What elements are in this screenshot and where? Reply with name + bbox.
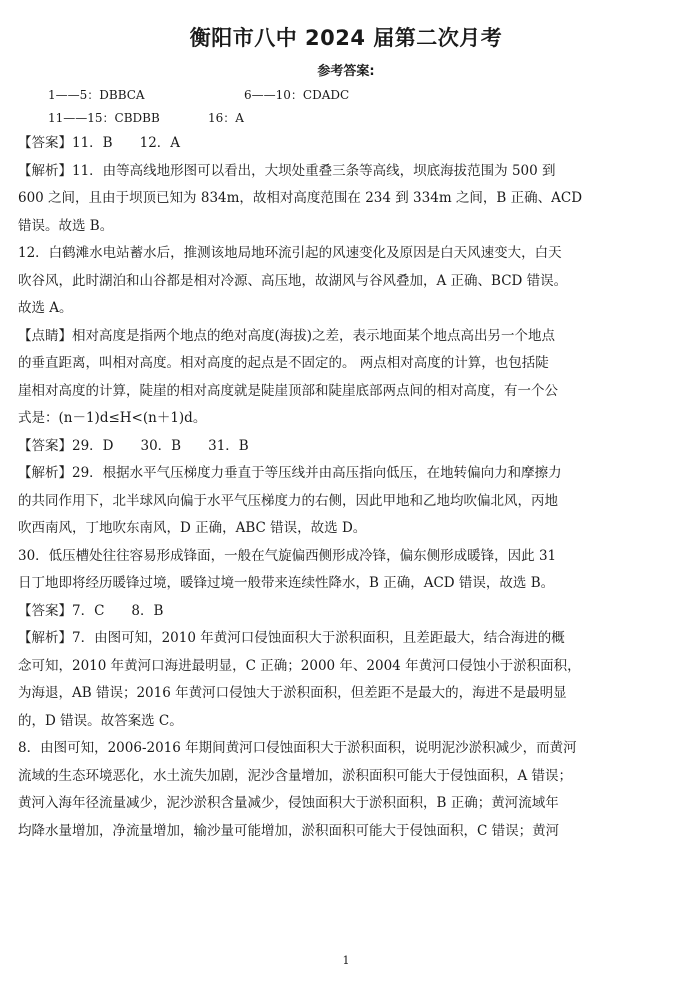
text-line: 【解析】7．由图可知，2010 年黄河口侵蚀面积大于淤积面积，且差距最大，结合海进的概 bbox=[18, 630, 565, 646]
answer-key-row1-right: 6——10：CDADC bbox=[244, 88, 350, 102]
text-line: 错误。故选 B。 bbox=[18, 217, 114, 234]
text-line: 吹西南风，丁地吹东南风，D 正确，ABC 错误，故选 D。 bbox=[18, 520, 367, 536]
text-line: 故选 A。 bbox=[18, 300, 73, 316]
answer-key-row2-right: 16：A bbox=[208, 111, 244, 125]
text-line: 【解析】29．根据水平气压梯度力垂直于等压线并由高压指向低压，在地转偏向力和摩擦力 bbox=[18, 465, 562, 481]
text-line: 的共同作用下，北半球风向偏于水平气压梯度力的右侧，因此甲地和乙地均吹偏北风，丙地 bbox=[18, 492, 558, 509]
text-line: 【答案】7．C 8．B bbox=[18, 602, 164, 619]
answer-key-row2-left: 11——15：CBDBB bbox=[48, 111, 160, 125]
text-line: 的，D 错误。故答案选 C。 bbox=[18, 712, 183, 729]
answer-explanations bbox=[18, 130, 672, 845]
text-line: 日丁地即将经历暖锋过境，暖锋过境一般带来连续性降水，B 正确，ACD 错误，故选 B。 bbox=[18, 575, 555, 591]
text-line: 8．由图可知，2006-2016 年期间黄河口侵蚀面积大于淤积面积，说明泥沙淤积减少，而黄河 bbox=[18, 740, 577, 756]
page-number: 1 bbox=[342, 954, 350, 967]
text-line: 为海退，AB 错误；2016 年黄河口侵蚀大于淤积面积，但差距不是最大的，海进不是最明显 bbox=[18, 685, 567, 701]
text-line: 【点睛】相对高度是指两个地点的绝对高度(海拔)之差，表示地面某个地点高出另一个地点 bbox=[18, 327, 556, 344]
text-line: 崖相对高度的计算，陡崖的相对高度就是陡崖顶部和陡崖底部两点间的相对高度，有一个公 bbox=[18, 382, 558, 399]
document-title: 衡阳市八中 2024 届第二次月考 bbox=[189, 26, 503, 50]
text-line: 吹谷风，此时湖泊和山谷都是相对冷源、高压地，故湖风与谷风叠加，A 正确、BCD 错误。 bbox=[18, 272, 568, 289]
text-line: 12．白鹤滩水电站蓄水后，推测该地局地环流引起的风速变化及原因是白天风速变大，白天 bbox=[18, 245, 562, 261]
text-line: 【答案】11．B 12．A bbox=[18, 135, 181, 151]
text-line: 均降水量增加，净流量增加，输沙量可能增加，淤积面积可能大于侵蚀面积，C 错误；黄河 bbox=[18, 822, 560, 839]
text-line: 流域的生态环境恶化，水土流失加剧，泥沙含量增加，淤积面积可能大于侵蚀面积，A 错误； bbox=[18, 767, 573, 784]
answer-key-heading: 参考答案: bbox=[317, 64, 375, 79]
text-line: 30．低压槽处往往容易形成锋面，一般在气旋偏西侧形成冷锋，偏东侧形成暖锋，因此 31 bbox=[18, 547, 557, 564]
text-line: 600 之间，且由于坝顶已知为 834m，故相对高度范围在 234 到 334m 之间，B 正确、ACD bbox=[18, 190, 583, 206]
text-line: 黄河入海年径流量减少，泥沙淤积含量减少，侵蚀面积大于淤积面积，B 正确；黄河流域年 bbox=[18, 795, 559, 811]
text-line: 念可知，2010 年黄河口海进最明显，C 正确；2000 年、2004 年黄河口侵蚀小于淤积面积， bbox=[18, 657, 581, 674]
text-line: 【解析】11．由等高线地形图可以看出，大坝处重叠三条等高线，坝底海拔范围为 500 到 bbox=[18, 162, 556, 179]
text-line: 式是：(n－1)d≤H<(n＋1)d。 bbox=[18, 410, 207, 426]
answer-key-row1-left: 1——5：DBBCA bbox=[48, 88, 145, 102]
text-line: 的垂直距离，叫相对高度。相对高度的起点是不固定的。 两点相对高度的计算，也包括陡 bbox=[18, 355, 549, 371]
text-line: 【答案】29．D 30．B 31．B bbox=[18, 437, 249, 454]
